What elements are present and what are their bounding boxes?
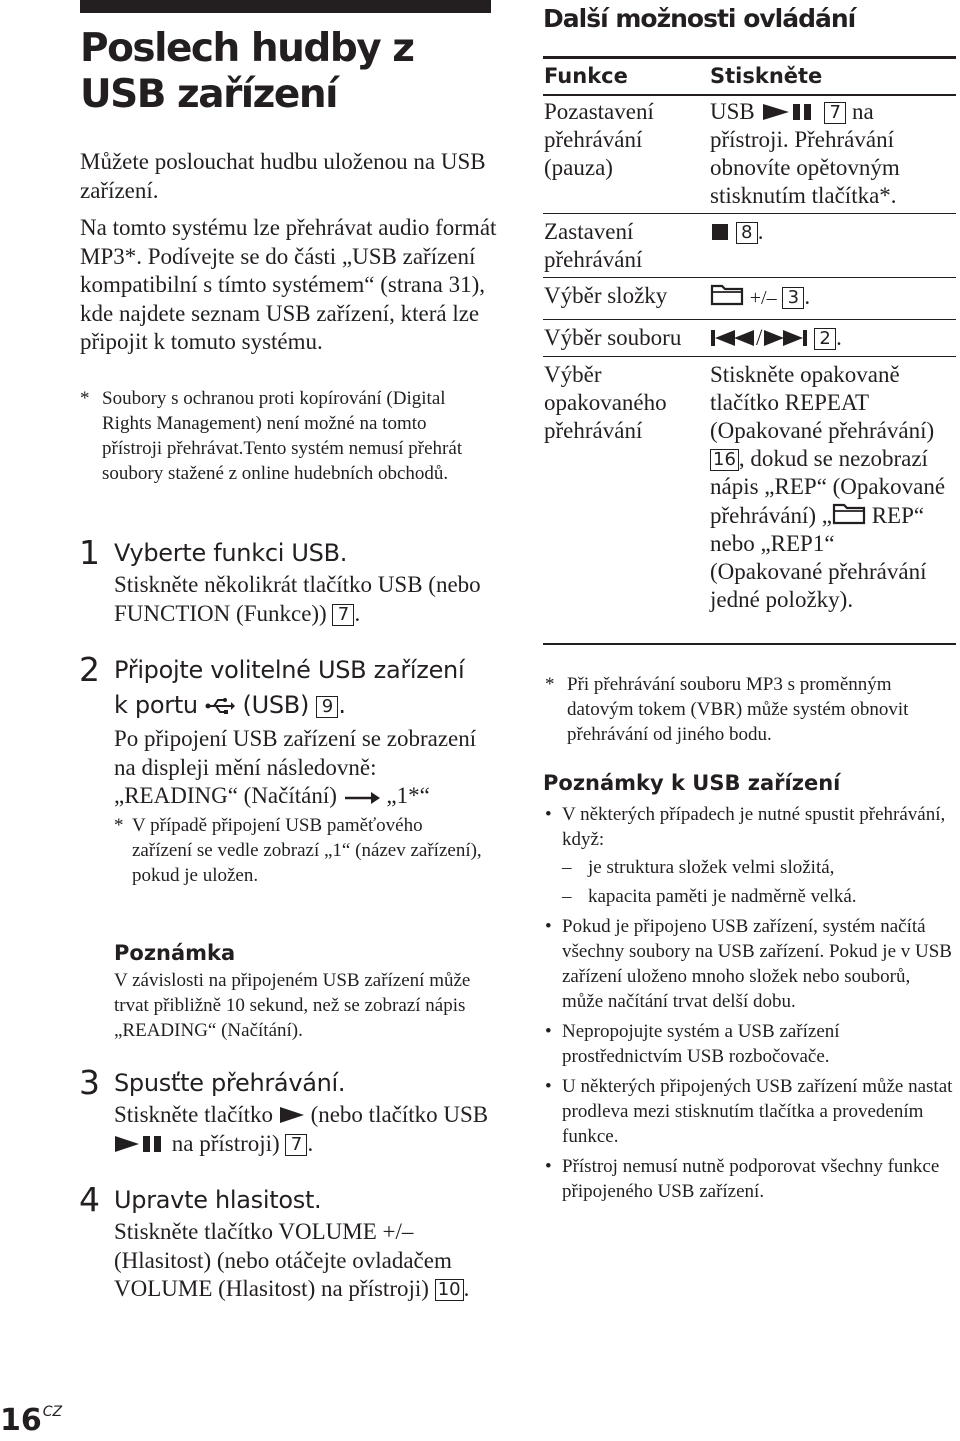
bullet: • <box>545 1156 552 1177</box>
footnote-asterisk: * <box>545 674 555 695</box>
play-icon <box>279 1106 305 1124</box>
list-item: • U některých připojených USB zařízení může nastat prodleva mezi stisknutím tlačítka a provedením funkce. <box>545 1076 953 1147</box>
footnote-text: Při přehrávání souboru MP3 s proměnným datovým tokem (VBR) může systém obnovit přehrávání od jiného bodu. <box>567 674 909 745</box>
callout-number: 10 <box>435 1279 464 1301</box>
folder-icon <box>710 282 744 306</box>
table-row-repeat-function: Výběr opakovaného přehrávání <box>544 362 667 443</box>
play-pause-icon <box>761 103 819 121</box>
usb-notes-section <box>543 770 955 1209</box>
callout-number: 7 <box>824 102 846 124</box>
step-number: 4 <box>79 1180 100 1219</box>
bullet: • <box>545 916 552 937</box>
note-heading: Poznámka <box>114 941 236 965</box>
table-row-file-function: Výběr souboru <box>544 325 682 350</box>
table-header-function: Funkce <box>544 64 628 88</box>
list-item: • V některých případech je nutné spustit přehrávání, když: – je struktura složek velmi složitá, – kapacita paměti je nadměrně velká. <box>562 802 955 909</box>
table-header-press: Stiskněte <box>710 64 823 88</box>
arrow-right-icon <box>343 791 381 805</box>
callout-number: 2 <box>814 328 836 350</box>
play-pause-icon <box>114 1135 166 1153</box>
callout-number: 3 <box>782 287 804 309</box>
step-title: Vyberte funkci USB. <box>114 539 348 567</box>
table-footnote <box>545 672 955 747</box>
table-row-stop-function: Zastavení přehrávání <box>544 219 643 272</box>
callout-number: 8 <box>736 222 758 244</box>
list-item: • Pokud je připojeno USB zařízení, systém načítá všechny soubory na USB zařízení. Pokud je v USB zařízení uloženo mnoho složek nebo souborů, může načítání trvat delší dobu. <box>545 916 952 1012</box>
step-instruction: Stiskněte tlačítko (nebo tlačítko USB na přístroji) 7 . <box>114 1102 489 1156</box>
notes-list <box>545 802 955 1204</box>
note-text: V závislosti na připojeném USB zařízení může trvat přibližně 10 sekund, než se zobrazí nápis „READING“ (Načítání). <box>114 970 471 1041</box>
section-title: Další možnosti ovládání <box>543 4 856 33</box>
usb-icon <box>205 697 235 715</box>
previous-track-icon <box>710 329 756 347</box>
step-2 <box>79 650 494 888</box>
table-row-folder-function: Výběr složky <box>544 283 668 308</box>
bullet: • <box>545 804 552 825</box>
intro-footnote <box>80 386 487 486</box>
page-number: $16^{CZ}$ <box>0 1403 63 1438</box>
sub-list-item: – je struktura složek velmi složitá, <box>562 857 835 878</box>
step-title: Připojte volitelné USB zařízení k portu (USB) 9 . <box>114 656 465 719</box>
table-row-rule <box>543 319 956 320</box>
sub-list-item: – kapacita paměti je nadměrně velká. <box>562 886 857 907</box>
callout-number: 7 <box>285 1134 307 1156</box>
footnote-asterisk: * <box>80 388 90 409</box>
footnote-text: V případě připojení USB paměťového zařízení se vedle zobrazí „1“ (název zařízení), pokud je uložen. <box>132 814 482 886</box>
table-row-rule <box>543 356 956 357</box>
bullet: • <box>545 1076 552 1097</box>
display-sequence: „READING“ (Načítání) „1*“ <box>114 783 430 808</box>
step-1 <box>79 533 494 628</box>
table-top-rule <box>543 56 956 59</box>
callout-number: 16 <box>710 449 739 471</box>
bullet: • <box>545 1021 552 1042</box>
step-number: 3 <box>79 1063 100 1102</box>
step-number: 1 <box>79 533 100 572</box>
intro-paragraph-1: Můžete poslouchat hudbu uloženou na USB zařízení. <box>80 149 486 203</box>
list-item: • Přístroj nemusí nutně podporovat všechny funkce připojeného USB zařízení. <box>545 1156 940 1202</box>
step-title: Spusťte přehrávání. <box>114 1069 346 1097</box>
table-row-repeat-action: Stiskněte opakovaně tlačítko REPEAT (Opakované přehrávání) 16 , dokud se nezobrazí nápis „REP“ (Opakované přehrávání) „ REP“ nebo „REP1“ (Opakované přehrávání jedné položky). <box>710 362 946 612</box>
step-4 <box>79 1180 489 1304</box>
table-bottom-rule <box>543 643 956 645</box>
table-row-stop-action: 8 . <box>710 218 950 246</box>
table-header-rule <box>543 94 956 96</box>
step-instruction: Po připojení USB zařízení se zobrazení na displeji mění následovně: <box>114 726 477 780</box>
step-3 <box>79 1063 494 1158</box>
next-track-icon <box>762 329 808 347</box>
table-row-rule <box>543 277 956 278</box>
table-row-pause-action: USB 7 na přístroji. Přehrávání obnovíte opětovným stisknutím tlačítka*. <box>710 99 900 208</box>
stop-icon <box>710 223 730 241</box>
table-row-rule <box>543 213 956 214</box>
folder-icon <box>832 501 866 525</box>
page-title: Poslech hudby z USB zařízení <box>80 26 414 117</box>
step-instruction: Stiskněte tlačítko VOLUME +/– (Hlasitost) (nebo otáčejte ovladačem VOLUME (Hlasitost) na přístroji) 10 . <box>114 1219 470 1301</box>
step-title: Upravte hlasitost. <box>114 1186 322 1214</box>
intro-paragraph-2: Na tomto systému lze přehrávat audio formát MP3*. Podívejte se do části „USB zařízení kompatibilní s tímto systémem“ (strana 31), kde najdete seznam USB zařízení, která lze připojit k tomuto systému. <box>80 215 497 354</box>
table-row-pause-function: Pozastavení přehrávání (pauza) <box>544 99 654 180</box>
language-code: CZ <box>42 1404 63 1420</box>
callout-number: 9 <box>316 696 338 718</box>
sub-list <box>562 855 955 909</box>
list-item: • Nepropojujte systém a USB zařízení prostřednictvím USB rozbočovače. <box>545 1021 840 1067</box>
table-row-folder-action: +/– 3 . <box>710 282 950 312</box>
intro-block <box>80 148 500 357</box>
step-2-footnote <box>114 813 482 888</box>
footnote-text: Soubory s ochranou proti kopírování (Digital Rights Management) není možné na tomto přístroji přehrávat.Tento systém nemusí přehrát soubory stažené z online hudebních obchodů. <box>102 388 463 484</box>
notes-heading: Poznámky k USB zařízení <box>543 771 841 795</box>
note-block <box>114 940 484 1043</box>
footnote-asterisk: * <box>114 814 124 836</box>
table-row-file-action: / 2 . <box>710 324 950 352</box>
top-rule <box>80 0 491 13</box>
step-number: 2 <box>79 650 100 689</box>
callout-number: 7 <box>332 604 354 626</box>
step-instruction: Stiskněte několikrát tlačítko USB (nebo FUNCTION (Funkce)) 7 . <box>114 572 481 626</box>
